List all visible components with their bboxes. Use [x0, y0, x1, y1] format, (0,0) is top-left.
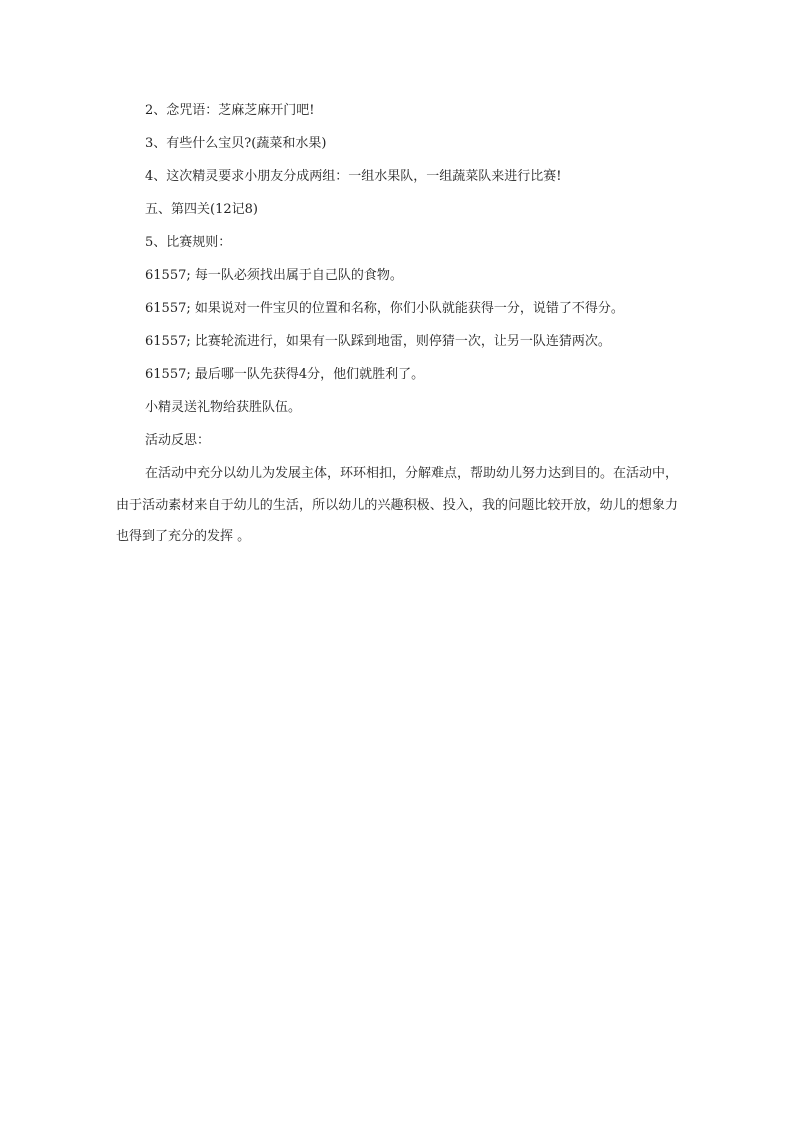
rule-item: 61557; 每一队必须找出属于自己队的食物。 — [145, 268, 403, 283]
gift-line: 小精灵送礼物给获胜队伍。 — [145, 400, 302, 415]
document-body — [116, 101, 678, 553]
reflection-heading: 活动反思： — [145, 433, 211, 448]
rules-heading: 5、比赛规则： — [145, 235, 232, 250]
section-heading-level-four: 五、第四关(12记8) — [145, 202, 258, 217]
step-treasures: 3、有些什么宝贝?(蔬菜和水果) — [145, 136, 327, 151]
reflection-paragraph: 在活动中充分以幼儿为发展主体，环环相扣，分解难点，帮助幼儿努力达到目的。在活动中，由于活动素材来自于幼儿的生活，所以幼儿的兴趣积极、投入，我的问题比较开放，幼儿的想象力也得到了充分的发挥 。 — [116, 466, 679, 544]
rule-item: 61557; 如果说对一件宝贝的位置和名称，你们小队就能获得一分，说错了不得分。 — [145, 301, 624, 316]
step-chant: 2、念咒语：芝麻芝麻开门吧! — [145, 103, 315, 118]
rule-item: 61557; 比赛轮流进行，如果有一队踩到地雷，则停猜一次，让另一队连猜两次。 — [145, 334, 611, 349]
rule-item: 61557; 最后哪一队先获得4分，他们就胜利了。 — [145, 367, 425, 382]
step-groups: 4、这次精灵要求小朋友分成两组：一组水果队，一组蔬菜队来进行比赛! — [145, 169, 562, 184]
